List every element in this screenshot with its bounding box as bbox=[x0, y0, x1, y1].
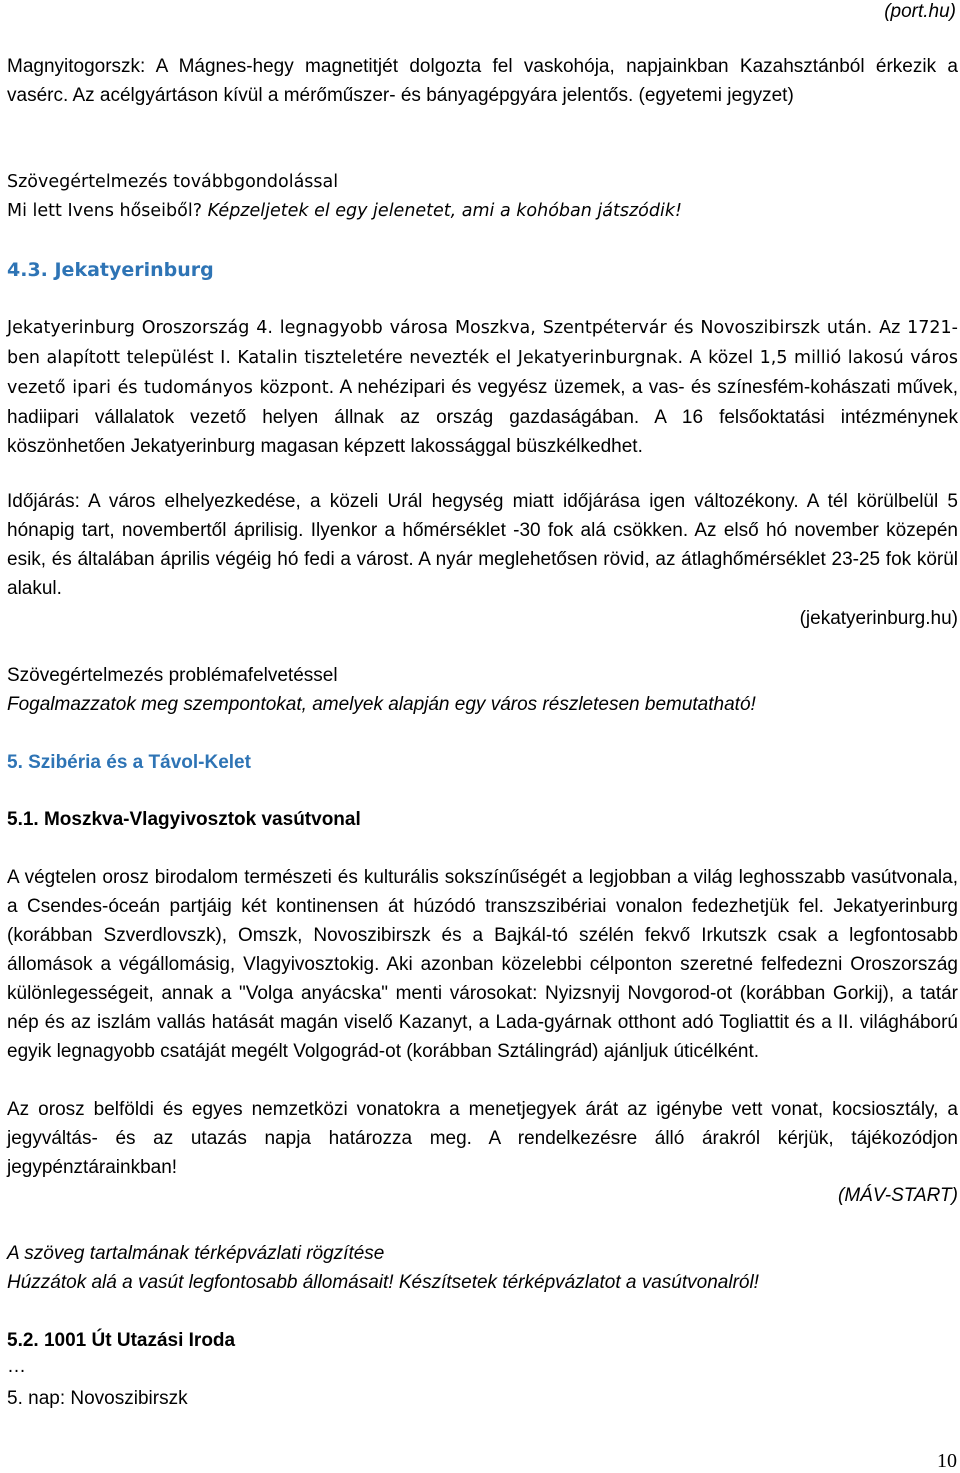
source-citation-port: (port.hu) bbox=[884, 1, 956, 22]
source-citation-jekatyerinburg: (jekatyerinburg.hu) bbox=[799, 608, 958, 629]
paragraph-idojaras: Időjárás: A város elhelyezkedése, a közeli Urál hegység miatt időjárása igen változékony. A tél körülbelül 5 hónapig tart, novembertől áprilisig. Ilyenkor a hőmérséklet -30 fok alá csökken. Az első hó november közepén esik, és általában április végéig hó fedi a várost. A nyár meglehetősen rövid, az átlaghőmérséklet 23-25 fok körül alakul. bbox=[7, 491, 958, 599]
day-5-label: 5. nap: Novoszibirszk bbox=[7, 1388, 188, 1409]
paragraph-magnyitogorszk: Magnyitogorszk: A Mágnes-hegy magnetitjét dolgozta fel vaskohója, napjainkban Kazahsztánból érkezik a vasérc. Az acélgyártáson kívül a mérőműszer- és bányagépgyára jelentős. (egyetemi jegyzet) bbox=[7, 56, 958, 106]
task-title: A szöveg tartalmának térképvázlati rögzítése bbox=[7, 1243, 385, 1264]
section-heading-5-2: 5.2. 1001 Út Utazási Iroda bbox=[7, 1330, 236, 1351]
task-text: Húzzátok alá a vasút legfontosabb állomásait! Készítsetek térképvázlatot a vasútvonalról! bbox=[7, 1272, 759, 1293]
paragraph-menetjegyek: Az orosz belföldi és egyes nemzetközi vonatokra a menetjegyek árát az igénybe vett vonat, kocsiosztály, a jegyváltás- és az utazás napja határozza meg. A rendelkezésre álló árakról kérjük, tájékozódjon jegypénztárainkban! bbox=[7, 1099, 958, 1178]
task-szovegertelmezes-tovabbgondolassal bbox=[7, 168, 958, 226]
paragraph-transzszib: A végtelen orosz birodalom természeti és kulturális sokszínűségét a legjobban a világ leghosszabb vasútvonala, a Csendes-óceán partjáig két kontinensen át húzódó transzszibériai vonalon fedezhetjük fel. Jekatyerinburg (korábban Szverdlovszk), Omszk, Novoszibirszk és a Bajkál-tó szélén fekvő Irkutszk csak a legfontosabb állomások a végállomásig, Vlagyivosztokig. Aki azonban közelebbi célponton szeretné felfedezni Oroszország különlegességeit, annak a "Volga anyácska" menti városokat: Nyizsnyij Novgorod-ot (korábban Gorkij), a tatár nép és az iszlám vallás hatását magán viselő Kazanyt, a Lada-gyárnak otthont adó Togliattit és a II. világháború egyik legnagyobb csatáját megélt Volgográd-ot (korábban Sztálingrád) ajánljuk úticélként. bbox=[7, 867, 958, 1062]
section-heading-5: 5. Szibéria és a Távol-Kelet bbox=[7, 752, 251, 773]
page-number: 10 bbox=[937, 1450, 957, 1472]
section-heading-5-1: 5.1. Moszkva-Vlagyivosztok vasútvonal bbox=[7, 809, 361, 830]
task-question: Mi lett Ivens hőseiből? Képzeljetek el egy jelenetet, ami a kohóban játszódik! bbox=[7, 201, 682, 221]
task-text: Fogalmazzatok meg szempontokat, amelyek alapján egy város részletesen bemutatható! bbox=[7, 694, 756, 715]
source-citation-mav-start: (MÁV-START) bbox=[838, 1185, 958, 1206]
ellipsis: … bbox=[7, 1356, 26, 1377]
task-terkepvazlat bbox=[7, 1239, 958, 1297]
task-title: Szövegértelmezés továbbgondolással bbox=[7, 172, 339, 192]
section-heading-4-3: 4.3. Jekatyerinburg bbox=[7, 259, 214, 281]
task-title: Szövegértelmezés problémafelvetéssel bbox=[7, 665, 338, 686]
task-szovegertelmezes-problemafelvetessel bbox=[7, 661, 958, 719]
paragraph-jekatyerinburg-intro: Jekatyerinburg Oroszország 4. legnagyobb városa Moszkva, Szentpétervár és Novoszibirszk után. Az 1721-ben alapított települést I. Katalin tiszteletére nevezték el Jekatyerinburgnak. A közel 1,5 millió lakosú város vezető ipari és tudományos központ. A nehézipari és vegyész üzemek, a vas- és színesfém-kohászati művek, hadiipari vállalatok vezető helyen állnak az ország gazdaságában. A 16 felsőoktatási intézménynek köszönhetően Jekatyerinburg magasan képzett lakossággal büszkélkedhet. bbox=[7, 318, 959, 457]
